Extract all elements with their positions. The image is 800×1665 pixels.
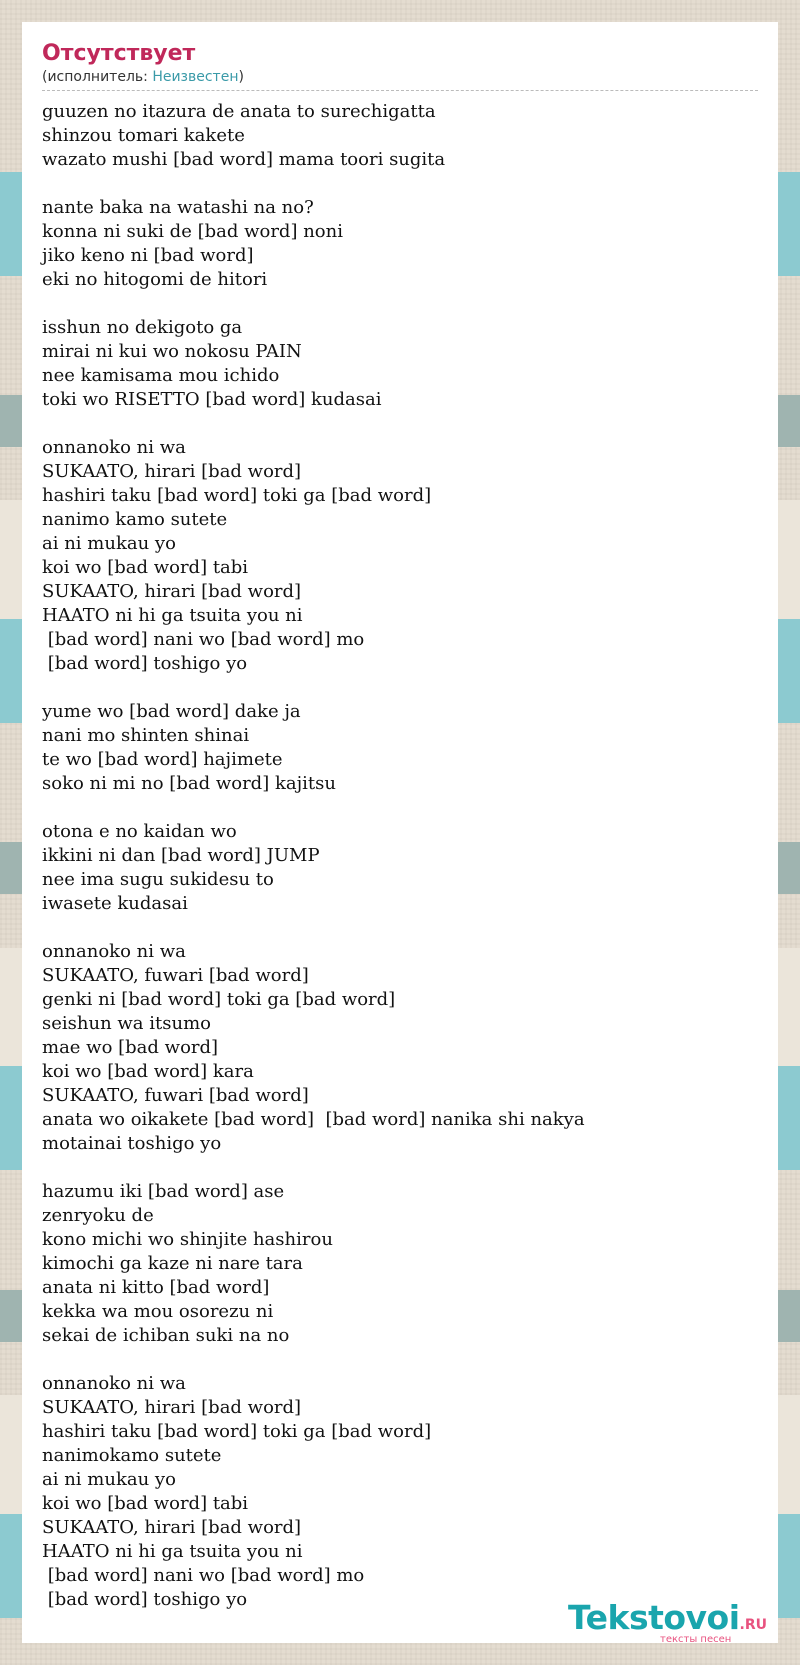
logo-wordmark: Tekstovoi: [568, 1598, 740, 1637]
lyric-line: mirai ni kui wo nokosu PAIN: [42, 341, 302, 362]
lyric-line: iwasete kudasai: [42, 893, 188, 914]
lyric-line: SUKAATO, hirari [bad word]: [42, 581, 302, 602]
lyric-line: sekai de ichiban suki na no: [42, 1325, 290, 1346]
lyric-line: nanimo kamo sutete: [42, 509, 228, 530]
lyric-line: nante baka na watashi na no?: [42, 197, 314, 218]
lyric-line: anata ni kitto [bad word]: [42, 1277, 270, 1298]
artist-prefix: (исполнитель:: [42, 69, 153, 85]
lyric-line: kekka wa mou osorezu ni: [42, 1301, 274, 1322]
lyric-line: otona e no kaidan wo: [42, 821, 237, 842]
lyric-line: anata wo oikakete [bad word] [bad word] nanika shi nakya: [42, 1109, 585, 1130]
lyric-line: SUKAATO, hirari [bad word]: [42, 461, 302, 482]
lyric-line: genki ni [bad word] toki ga [bad word]: [42, 989, 396, 1010]
lyric-line: nee ima sugu sukidesu to: [42, 869, 274, 890]
lyric-line: HAATO ni hi ga tsuita you ni: [42, 1541, 303, 1562]
lyric-line: [42, 796, 758, 820]
lyric-line: [42, 292, 758, 316]
lyric-line: soko ni mi no [bad word] kajitsu: [42, 773, 336, 794]
lyric-line: [42, 1156, 758, 1180]
lyric-line: SUKAATO, hirari [bad word]: [42, 1517, 302, 1538]
lyric-line: SUKAATO, fuwari [bad word]: [42, 1085, 309, 1106]
lyric-line: hazumu iki [bad word] ase: [42, 1181, 285, 1202]
lyric-line: guuzen no itazura de anata to surechigatta: [42, 101, 436, 122]
lyric-line: toki wo RISETTO [bad word] kudasai: [42, 389, 382, 410]
song-title: Отсутствует: [42, 41, 196, 66]
lyric-line: hashiri taku [bad word] toki ga [bad word]: [42, 485, 432, 506]
lyric-line: hashiri taku [bad word] toki ga [bad word]: [42, 1421, 432, 1442]
lyric-line: [42, 676, 758, 700]
artist-line: [42, 68, 758, 91]
lyric-line: zenryoku de: [42, 1205, 154, 1226]
lyrics-card: [22, 22, 778, 1643]
lyric-line: jiko keno ni [bad word]: [42, 245, 254, 266]
lyric-line: [bad word] nani wo [bad word] mo: [42, 629, 365, 650]
lyric-line: konna ni suki de [bad word] noni: [42, 221, 343, 242]
lyric-line: kimochi ga kaze ni nare tara: [42, 1253, 303, 1274]
lyric-line: [42, 172, 758, 196]
lyric-line: te wo [bad word] hajimete: [42, 749, 283, 770]
lyric-line: onnanoko ni wa: [42, 941, 186, 962]
lyric-line: ai ni mukau yo: [42, 1469, 176, 1490]
lyric-line: yume wo [bad word] dake ja: [42, 701, 301, 722]
lyric-line: mae wo [bad word]: [42, 1037, 219, 1058]
lyric-line: [42, 1348, 758, 1372]
lyric-line: [bad word] toshigo yo: [42, 1589, 248, 1610]
lyric-line: HAATO ni hi ga tsuita you ni: [42, 605, 303, 626]
logo-domain-suffix: .RU: [739, 1617, 768, 1633]
artist-link[interactable]: Неизвестен: [152, 69, 239, 85]
lyric-line: shinzou tomari kakete: [42, 125, 245, 146]
lyric-line: seishun wa itsumo: [42, 1013, 211, 1034]
lyric-line: eki no hitogomi de hitori: [42, 269, 268, 290]
logo-tagline: тексты песен: [660, 1634, 732, 1645]
lyric-line: [42, 916, 758, 940]
lyric-line: nani mo shinten shinai: [42, 725, 250, 746]
lyric-line: koi wo [bad word] tabi: [42, 1493, 249, 1514]
lyric-line: [42, 412, 758, 436]
lyric-line: koi wo [bad word] kara: [42, 1061, 254, 1082]
lyric-line: SUKAATO, hirari [bad word]: [42, 1397, 302, 1418]
lyric-line: koi wo [bad word] tabi: [42, 557, 249, 578]
lyric-line: [bad word] toshigo yo: [42, 653, 248, 674]
artist-suffix: ): [238, 69, 244, 85]
lyric-line: ikkini ni dan [bad word] JUMP: [42, 845, 320, 866]
lyric-line: isshun no dekigoto ga: [42, 317, 243, 338]
song-header: [42, 40, 758, 91]
lyrics-text: [42, 100, 758, 1612]
lyric-line: nanimokamo sutete: [42, 1445, 222, 1466]
lyric-line: nee kamisama mou ichido: [42, 365, 280, 386]
lyric-line: SUKAATO, fuwari [bad word]: [42, 965, 309, 986]
site-logo[interactable]: [568, 1600, 768, 1644]
lyric-line: onnanoko ni wa: [42, 437, 186, 458]
lyric-line: onnanoko ni wa: [42, 1373, 186, 1394]
lyric-line: wazato mushi [bad word] mama toori sugita: [42, 149, 446, 170]
lyric-line: ai ni mukau yo: [42, 533, 176, 554]
lyric-line: [bad word] nani wo [bad word] mo: [42, 1565, 365, 1586]
lyric-line: kono michi wo shinjite hashirou: [42, 1229, 333, 1250]
lyric-line: motainai toshigo yo: [42, 1133, 222, 1154]
